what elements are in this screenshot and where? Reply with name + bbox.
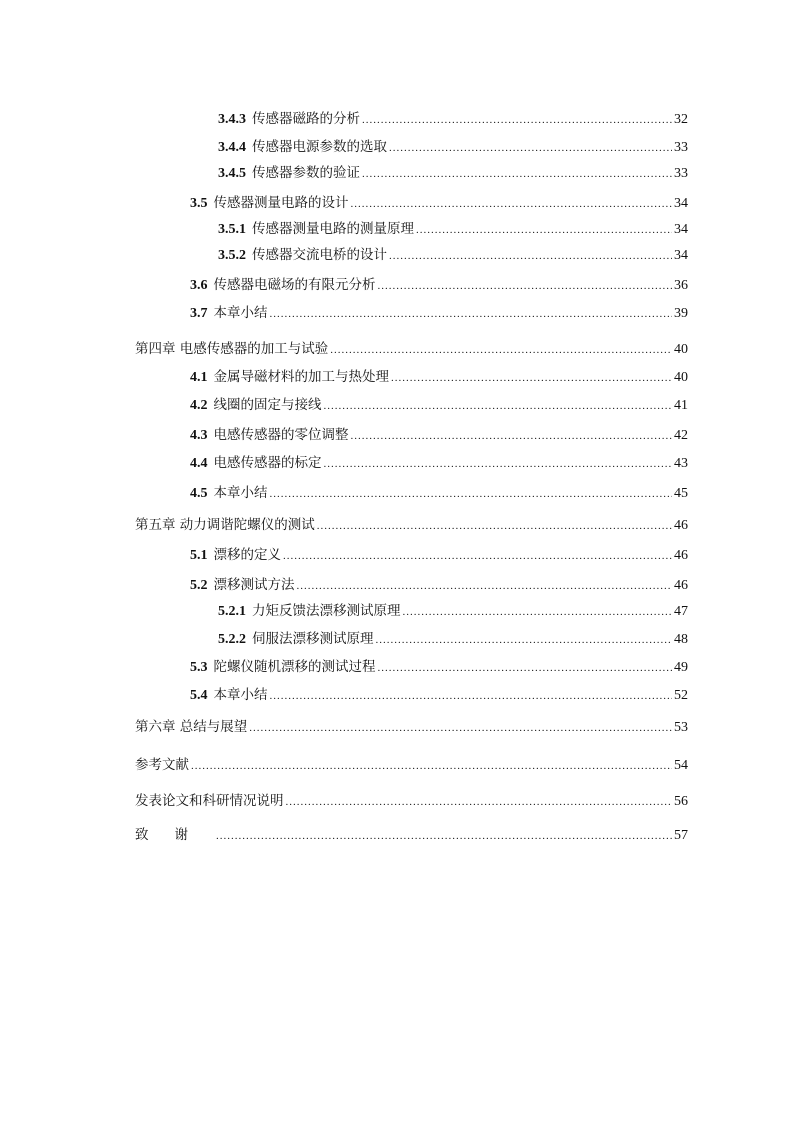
toc-entry-title: 陀螺仪随机漂移的测试过程 [213, 659, 376, 675]
toc-dot-leader [389, 247, 672, 265]
toc-entry[interactable] [190, 368, 688, 387]
toc-dot-leader [330, 341, 672, 359]
toc-dot-leader [351, 427, 673, 445]
toc-entry[interactable] [190, 396, 688, 415]
toc-entry-title: 伺服法漂移测试原理 [252, 631, 374, 647]
toc-entry[interactable] [135, 718, 688, 737]
toc-entry-page-number: 34 [674, 222, 688, 237]
toc-entry-page-number: 46 [674, 518, 688, 533]
toc-dot-leader [286, 793, 673, 811]
toc-entry[interactable] [190, 576, 688, 595]
toc-dot-leader [378, 659, 673, 677]
toc-entry-page-number: 36 [674, 278, 688, 293]
toc-entry-title: 发表论文和科研情况说明 [135, 793, 284, 809]
toc-entry-page-number: 40 [674, 370, 688, 385]
toc-dot-leader [351, 195, 673, 213]
toc-entry-page-number: 46 [674, 578, 688, 593]
toc-dot-leader [297, 577, 673, 595]
toc-entry-page-number: 48 [674, 632, 688, 647]
toc-dot-leader [270, 305, 673, 323]
toc-entry-number: 4.4 [190, 456, 208, 471]
toc-dot-leader [416, 221, 672, 239]
toc-entry-title: 传感器磁路的分析 [252, 111, 360, 127]
toc-entry-number: 5.3 [190, 660, 208, 675]
toc-entry-page-number: 34 [674, 196, 688, 211]
toc-entry-number: 3.6 [190, 278, 208, 293]
toc-entry-page-number: 40 [674, 342, 688, 357]
toc-entry[interactable] [218, 246, 688, 265]
toc-entry-number: 5.1 [190, 548, 208, 563]
toc-entry-title: 传感器测量电路的设计 [213, 195, 349, 211]
toc-dot-leader [270, 485, 673, 503]
toc-entry[interactable] [190, 484, 688, 503]
toc-entry[interactable] [190, 194, 688, 213]
toc-dot-leader [191, 757, 672, 775]
toc-entry[interactable] [190, 426, 688, 445]
toc-entry-title: 金属导磁材料的加工与热处理 [213, 369, 389, 385]
toc-entry-title: 传感器测量电路的测量原理 [252, 221, 414, 237]
toc-entry-title: 本章小结 [213, 687, 268, 703]
toc-entry-title: 传感器电源参数的选取 [252, 139, 387, 155]
toc-entry-page-number: 32 [674, 112, 688, 127]
toc-entry-number: 4.3 [190, 428, 208, 443]
toc-entry-page-number: 49 [674, 660, 688, 675]
toc-entry[interactable] [190, 454, 688, 473]
toc-entry-title: 第五章 动力调谐陀螺仪的测试 [135, 517, 315, 533]
toc-dot-leader [378, 277, 673, 295]
toc-entry[interactable] [190, 658, 688, 677]
toc-entry-number: 5.4 [190, 688, 208, 703]
toc-entry[interactable] [135, 516, 688, 535]
toc-entry-number: 3.5.1 [218, 222, 246, 237]
toc-entry-title: 力矩反馈法漂移测试原理 [252, 603, 401, 619]
toc-entry-number: 4.2 [190, 398, 208, 413]
toc-entry-number: 3.5.2 [218, 248, 246, 263]
toc-entry[interactable] [218, 630, 688, 649]
toc-entry[interactable] [135, 826, 688, 845]
toc-entry-title: 电感传感器的标定 [213, 455, 322, 471]
toc-entry-page-number: 39 [674, 306, 688, 321]
toc-entry[interactable] [190, 276, 688, 295]
toc-entry-title: 致谢 [135, 827, 214, 843]
toc-entry-page-number: 56 [674, 794, 688, 809]
toc-entry-page-number: 43 [674, 456, 688, 471]
toc-entry-page-number: 46 [674, 548, 688, 563]
toc-entry-title: 第六章 总结与展望 [135, 719, 248, 735]
toc-entry-title: 电感传感器的零位调整 [213, 427, 349, 443]
toc-entry[interactable] [190, 304, 688, 323]
toc-dot-leader [317, 517, 672, 535]
toc-entry-title: 传感器电磁场的有限元分析 [213, 277, 376, 293]
toc-entry-title: 参考文献 [135, 757, 189, 773]
toc-dot-leader [376, 631, 673, 649]
toc-dot-leader [283, 547, 672, 565]
toc-entry-number: 4.5 [190, 486, 208, 501]
toc-dot-leader [216, 827, 672, 845]
toc-entry-number: 5.2 [190, 578, 208, 593]
toc-entry[interactable] [218, 220, 688, 239]
toc-entry[interactable] [135, 340, 688, 359]
toc-dot-leader [324, 455, 673, 473]
toc-dot-leader [249, 719, 672, 737]
toc-entry[interactable] [190, 546, 688, 565]
toc-entry-title: 漂移测试方法 [213, 577, 295, 593]
toc-entry-number: 3.5 [190, 196, 208, 211]
toc-entry-page-number: 57 [674, 828, 688, 843]
toc-entry[interactable] [218, 164, 688, 183]
toc-dot-leader [362, 111, 672, 129]
toc-dot-leader [389, 139, 672, 157]
toc-entry-number: 5.2.1 [218, 604, 246, 619]
toc-entry-page-number: 53 [674, 720, 688, 735]
toc-entry[interactable] [135, 792, 688, 811]
toc-entry-page-number: 34 [674, 248, 688, 263]
toc-entry-title: 本章小结 [213, 485, 268, 501]
toc-dot-leader [362, 165, 672, 183]
toc-entry-number: 3.4.3 [218, 112, 246, 127]
toc-entry-page-number: 33 [674, 166, 688, 181]
toc-dot-leader [403, 603, 673, 621]
toc-entry-page-number: 52 [674, 688, 688, 703]
toc-dot-leader [391, 369, 672, 387]
toc-entry-number: 3.7 [190, 306, 208, 321]
toc-entry-title: 漂移的定义 [213, 547, 281, 563]
toc-entry-page-number: 42 [674, 428, 688, 443]
toc-entry-page-number: 41 [674, 398, 688, 413]
toc-entry[interactable] [190, 686, 688, 705]
toc-entry[interactable] [135, 756, 688, 775]
toc-entry-title: 第四章 电感传感器的加工与试验 [135, 341, 329, 357]
toc-entry-title: 传感器交流电桥的设计 [252, 247, 387, 263]
toc-entry-page-number: 33 [674, 140, 688, 155]
toc-entry-page-number: 54 [674, 758, 688, 773]
toc-entry-page-number: 47 [674, 604, 688, 619]
toc-entry-number: 5.2.2 [218, 632, 246, 647]
toc-dot-leader [324, 397, 673, 415]
toc-dot-leader [270, 687, 673, 705]
toc-entry[interactable] [218, 602, 688, 621]
toc-entry-title: 线圈的固定与接线 [213, 397, 322, 413]
toc-entry-number: 4.1 [190, 370, 208, 385]
toc-entry[interactable] [218, 138, 688, 157]
toc-entry-title: 本章小结 [213, 305, 268, 321]
toc-entry-page-number: 45 [674, 486, 688, 501]
toc-entry-title: 传感器参数的验证 [252, 165, 360, 181]
toc-entry-number: 3.4.4 [218, 140, 246, 155]
toc-entry-number: 3.4.5 [218, 166, 246, 181]
toc-entry[interactable] [218, 110, 688, 129]
